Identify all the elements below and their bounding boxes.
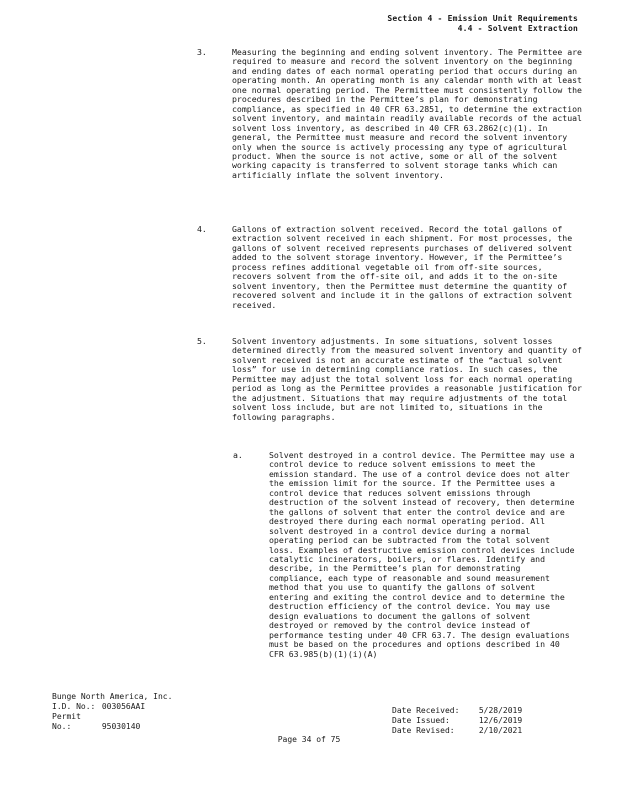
footer-issued-label: Date Issued: — [392, 716, 450, 725]
list-item-number: 5. — [197, 336, 207, 346]
footer-id-row — [52, 702, 172, 712]
footer-issued-row — [392, 716, 522, 726]
footer-issued-value: 12/6/2019 — [478, 716, 523, 725]
list-item-number: 3. — [197, 47, 207, 57]
footer-received-row — [392, 706, 522, 716]
footer-permit-row — [52, 712, 172, 732]
list-item-text: Measuring the beginning and ending solvent inventory. The Permittee are required to measure and record the solvent inventory on the beginning and ending dates of each normal operating period that occurs during an operating month. An operating month is any calendar month with at least one normal operating period. The Permittee must consistently follow the procedures described in the Permittee’s plan for demonstrating compliance, as specified in 40 CFR 63.2851, to determine the extraction solvent inventory, and maintain readily available records of the actual solvent loss inventory, as described in 40 CFR 63.2862(c)(1). In general, the Permittee must measure and record the solvent inventory only when the source is actively processing any type of agricultural product. When the source is not active, some or all of the solvent working capacity is transferred to solvent storage tanks which can artificially inflate the solvent inventory. — [232, 47, 582, 180]
list-item-text: Gallons of extraction solvent received. Record the total gallons of extraction solvent received in each shipment. For most processes, the gallons of solvent received represents purchases of delivered solvent added to the solvent storage inventory. However, if the Permittee’s process refines additional vegetable oil from off-site sources, recovers solvent from the off-site oil, and adds it to the on-site solvent inventory, then the Permittee must determine the quantity of recovered solvent and include it in the gallons of extraction solvent received. — [232, 224, 573, 310]
list-item-text: Solvent inventory adjustments. In some situations, solvent losses determined directly from the measured solvent inventory and quantity of solvent received is not an accurate estimate of the “actual solvent loss” for use in determining compliance ratios. In such cases, the Permittee may adjust the total solvent loss for each normal operating period as long as the Permittee provides a reasonable justification for the adjustment. Situations that may require adjustments of the total solvent loss include, but are not limited to, situations in the following paragraphs. — [232, 336, 582, 422]
footer-received-value: 5/28/2019 — [478, 706, 523, 715]
footer-permit-label: Permit No.: — [52, 712, 81, 731]
footer-permit-value: 95030140 — [101, 722, 141, 731]
footer-received-label: Date Received: — [392, 706, 460, 715]
header-section-title: Section 4 - Emission Unit Requirements — [387, 14, 578, 23]
footer-dates — [392, 706, 522, 736]
sub-item-letter: a. — [233, 450, 243, 460]
header-subsection-title: 4.4 - Solvent Extraction — [457, 23, 578, 33]
sub-item-text: Solvent destroyed in a control device. The Permittee may use a control device to reduce solvent emissions to meet the emission standard. The use of a control device does not alter the emission limit for the source. If the Permittee uses a control device that reduces solvent emissions through destruction of the solvent instead of recovery, then determine the gallons of solvent that enter the control device and are destroyed there during each normal operating period. All solvent destroyed in a control device during a normal operating period can be subtracted from the total solvent loss. Examples of destructive emission control devices include catalytic incinerators, boilers, or flares. Identify and describe, in the Permittee’s plan for demonstrating compliance, each type of reasonable and sound measurement method that you use to quantify the gallons of solvent entering and exiting the control device and to determine the destruction efficiency of the control device. You may use design evaluations to document the gallons of solvent destroyed or removed by the control device instead of performance testing under 40 CFR 63.7. The design evaluations must be based on the procedures and options described in 40 CFR 63.985(b)(1)(i)(A) — [269, 450, 575, 659]
list-item-number: 4. — [197, 224, 207, 234]
footer-permittee-info — [52, 692, 172, 732]
footer-revised-value: 2/10/2021 — [478, 726, 523, 735]
footer-revised-label: Date Revised: — [392, 726, 455, 735]
page-number: Page 34 of 75 — [277, 735, 341, 744]
footer-id-value: 003056AAI — [101, 702, 146, 711]
page-header — [387, 14, 578, 33]
footer-id-label: I.D. No.: — [52, 702, 96, 711]
footer-company-name: Bunge North America, Inc. — [52, 692, 173, 701]
